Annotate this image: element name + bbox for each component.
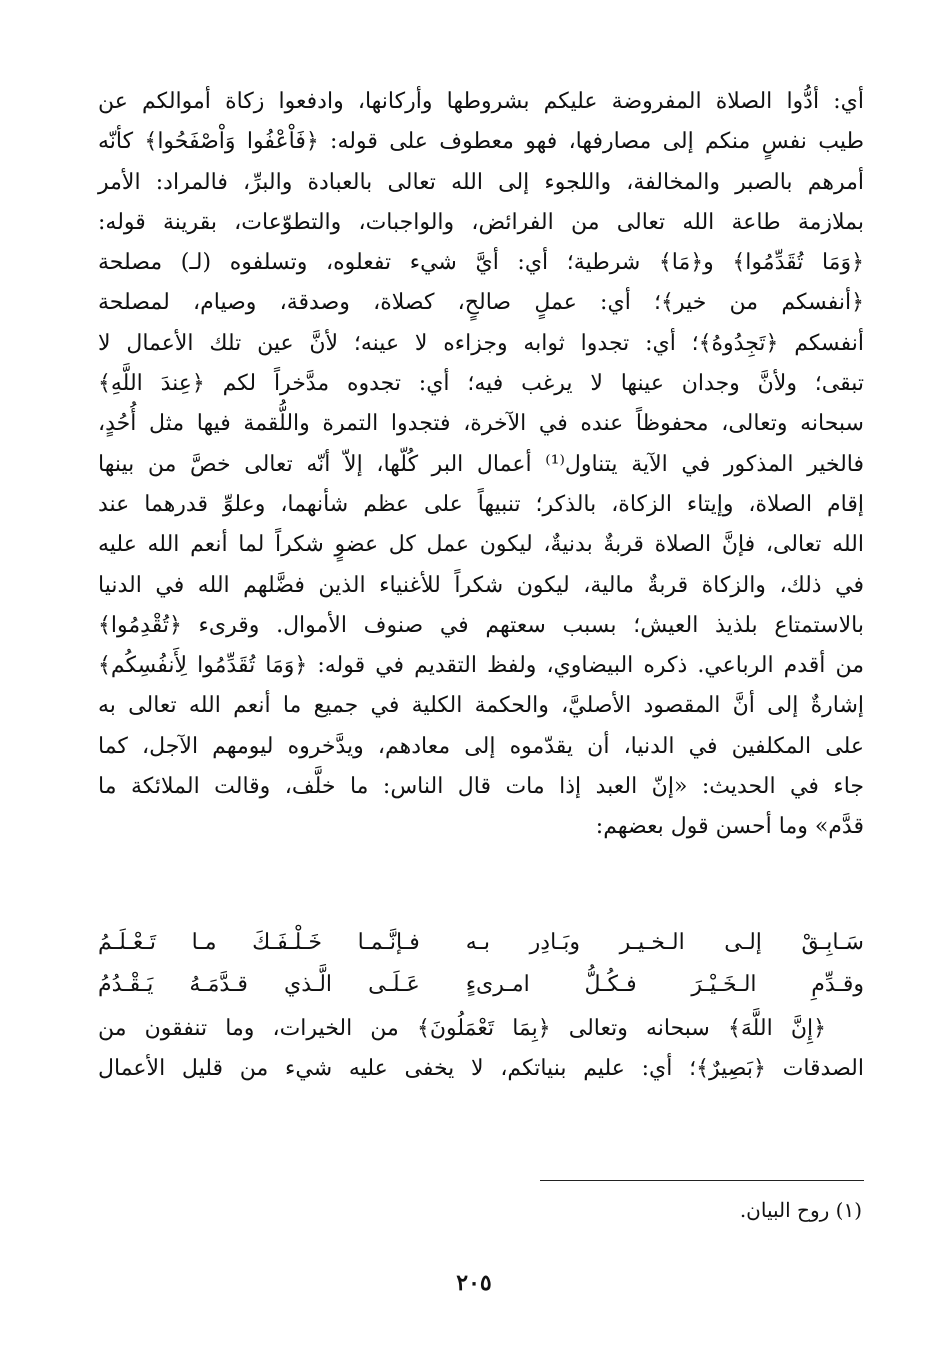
continuation-text	[98, 1008, 864, 1089]
verse-second-hemistich: فـإنَّـمـا خَـلْـفَـكَ مـا تَـعْـلَـمُ	[98, 930, 420, 955]
text-line: ﴿أنفسكم من خير﴾؛ أي: عملٍ صالحٍ، كصلاة، وصدقة، وصيام، لمصلحة	[98, 290, 864, 316]
text-line: الله تعالى، فإنَّ الصلاة قربةٌ بدنيةٌ، ليكون عمل كل عضوٍ شكراً لما أنعم الله عليه	[98, 532, 864, 558]
text-line: أنفسكم ﴿تَجِدُوهُ﴾؛ أي: تجدوا ثوابه وجزاءه لا عينه؛ لأنَّ عين تلك الأعمال لا	[98, 330, 864, 356]
text-line: فالخير المذكور في الآية يتناول⁽¹⁾ أعمال البر كُلّها، إلاّ أنّه تعالى خصَّ من بينها	[98, 451, 864, 477]
text-line: ﴿إِنَّ اللَّهَ﴾ سبحانه وتعالى ﴿بِمَا تَعْمَلُونَ﴾ من الخيرات، وما تنفقون من	[98, 1016, 826, 1041]
text-line: أمرهم بالصبر والمخالفة، واللجوء إلى الله تعالى بالعبادة والبرِّ، فالمراد: الأمر	[98, 169, 864, 195]
text-line: الصدقات ﴿بَصِيرٌ﴾؛ أي: عليم بنياتكم، لا يخفى عليه شيء من قليل الأعمال	[98, 1056, 864, 1082]
verse-first-hemistich: وقـدِّمِ الـخَـيْـرَ فـكُـلُّ امـرىءٍ	[465, 972, 864, 997]
text-line: بملازمة طاعة الله تعالى من الفرائض، والواجبات، والتطوّعات، بقرينة قوله:	[98, 209, 864, 235]
text-line: إشارةٌ إلى أنَّ المقصود الأصليَّ، والحكمة الكلية في جميع ما أنعم الله تعالى به	[98, 693, 864, 719]
verse-second-hemistich: عَـلَـى الَّـذي قـدَّمَـهُ يَـقْـدُمُ	[98, 972, 420, 997]
text-line: تبقى؛ ولأنَّ وجدان عينها لا يرغب فيه؛ أي: تجدوه مدَّخراً لكم ﴿عِندَ اللَّهِ﴾	[98, 371, 864, 397]
poem-verses	[98, 922, 864, 1006]
text-line: قدَّم» وما أحسن قول بعضهم:	[595, 814, 864, 840]
text-line: على المكلفين في الدنيا، أن يقدّموه إلى معادهم، ويدَّخروه ليومهم الآجل، كما	[98, 733, 864, 759]
footnote: (١) روح البيان.	[739, 1198, 862, 1222]
text-line: أي: أدُّوا الصلاة المفروضة عليكم بشروطها وأركانها، وادفعوا زكاة أموالكم عن	[98, 89, 864, 114]
text-line: جاء في الحديث: «إنّ العبد إذا مات قال الناس: ما خلَّف، وقالت الملائكة ما	[98, 774, 864, 800]
main-text-block	[98, 82, 864, 848]
text-line: بالاستمتاع بلذيذ العيش؛ بسبب سعتهم في صنوف الأموال. وقرىء ﴿تُقْدِمُوا﴾	[98, 612, 864, 638]
footnote-separator	[540, 1180, 864, 1181]
text-line: من أقدم الرباعي. ذكره البيضاوي، ولفظ التقديم في قوله: ﴿وَمَا تُقَدِّمُوا لِأَنفُسِكُم﴾	[98, 653, 864, 679]
verse-first-hemistich: سَـابِـقْ إلـى الـخـيـر وبَـادِر بـه	[465, 930, 864, 955]
text-line: سبحانه وتعالى، محفوظاً عنده في الآخرة، فتجدوا التمرة واللُّقمة فيها مثل أُحُدٍ،	[98, 411, 864, 437]
text-line: في ذلك، والزكاة قربةٌ مالية، ليكون شكراً للأغنياء الذين فضَّلهم الله في الدنيا	[98, 572, 864, 598]
verse-row	[98, 922, 864, 964]
verse-row	[98, 964, 864, 1006]
text-line: ﴿وَمَا تُقَدِّمُوا﴾ و﴿مَا﴾ شرطية؛ أي: أيَّ شيء تفعلوه، وتسلفوه (لـ) مصلحة	[98, 250, 864, 276]
text-line: إقام الصلاة، وإيتاء الزكاة، بالذكر؛ تنبيهاً على عظم شأنهما، وعلوِّ قدرهما عند	[98, 491, 864, 517]
page-number: ٢٠٥	[456, 1270, 492, 1296]
text-line: طيب نفسٍ منكم إلى مصارفها، فهو معطوف على قوله: ﴿فَاْعْفُوا وَاْصْفَحُوا﴾ كأنّه	[98, 129, 864, 155]
